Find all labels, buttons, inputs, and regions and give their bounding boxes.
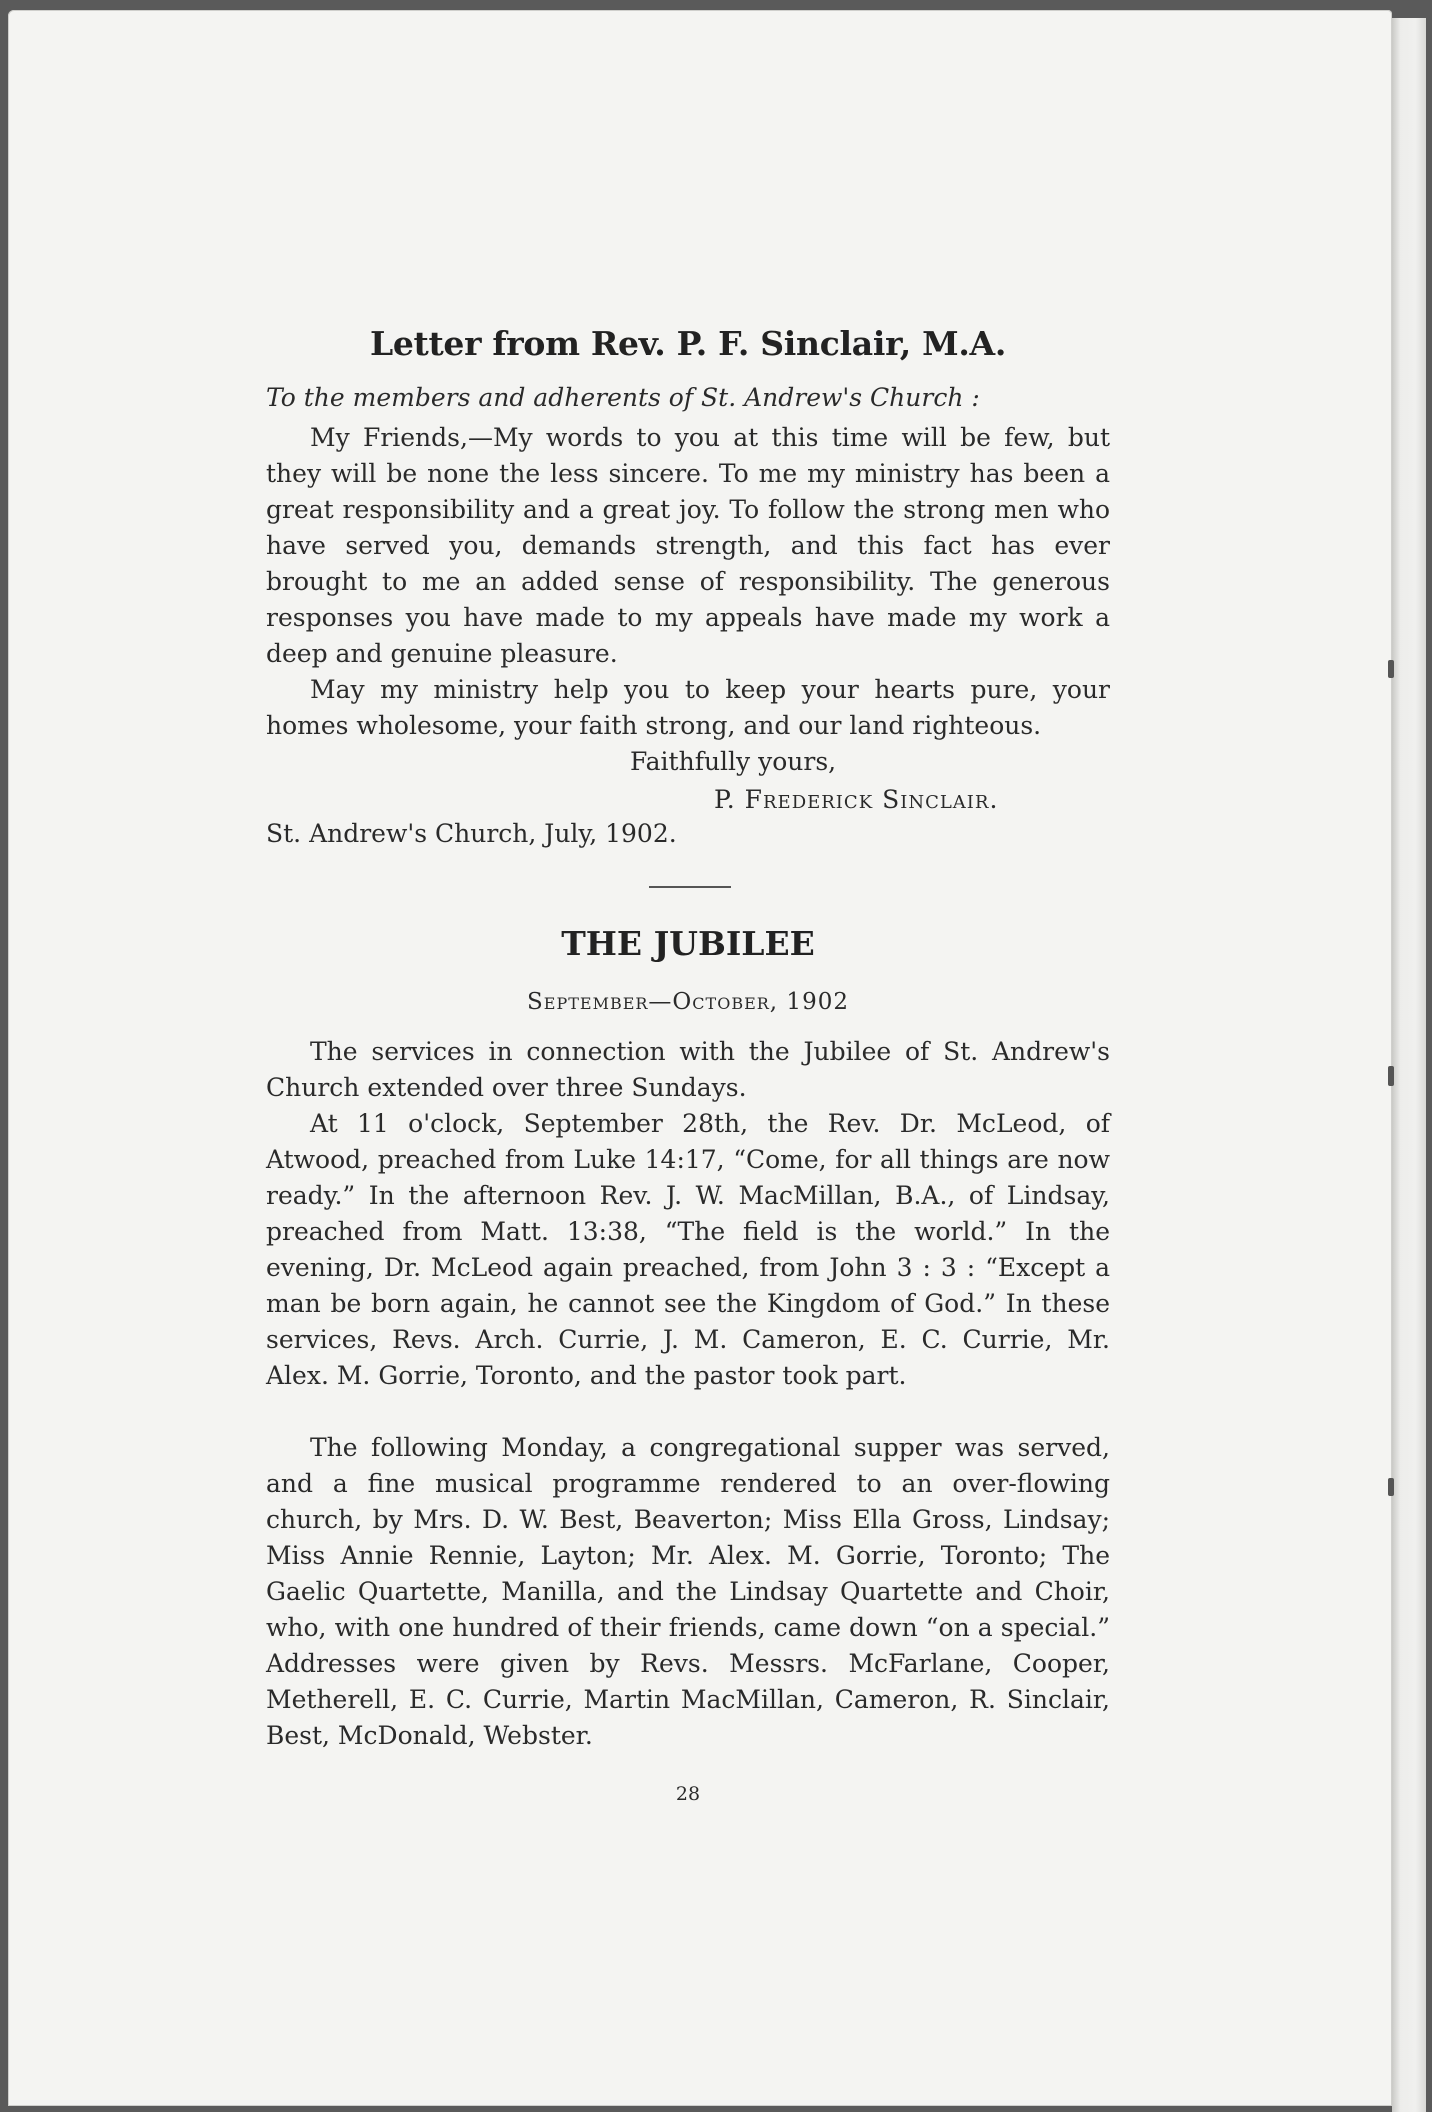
letter-place-date: St. Andrew's Church, July, 1902. [266, 819, 677, 848]
jubilee-paragraph: The services in connection with the Jubilee of St. Andrew's Church extended over three Sundays. [266, 1037, 1110, 1102]
letter-salutation: To the members and adherents of St. Andrew's Church : [266, 383, 980, 412]
letter-closing: Faithfully yours, [630, 747, 837, 776]
jubilee-dates: September—October, 1902 [527, 989, 849, 1015]
page-edge [1392, 18, 1426, 2112]
binding-mark [1388, 660, 1394, 678]
jubilee-paragraph: The following Monday, a congregational supper was served, and a fine musical programme rendered to an over-flowing church, by Mrs. D. W. Best, Beaverton; Miss Ella Gross, Lindsay; Miss Annie Rennie, Layton; Mr. Alex. M. Gorrie, Toronto; The Gaelic Quartette, Manilla, and the Lindsay Quartette and Choir, who, with one hundred of their friends, came down “on a special.” Addresses were given by Revs. Messrs. McFarlane, Cooper, Metherell, E. C. Currie, Martin MacMillan, Cameron, R. Sinclair, Best, McDonald, Webster. [266, 1433, 1110, 1750]
page-number: 28 [675, 1783, 701, 1805]
book-page [8, 10, 1392, 2106]
binding-mark [1388, 1066, 1394, 1086]
jubilee-title: THE JUBILEE [561, 924, 815, 963]
letter-paragraph: May my ministry help you to keep your hearts pure, your homes wholesome, your faith strong, and our land righteous. [266, 675, 1110, 740]
section-divider [649, 886, 731, 888]
letter-title: Letter from Rev. P. F. Sinclair, M.A. [369, 324, 1007, 363]
jubilee-paragraph: At 11 o'clock, September 28th, the Rev. Dr. McLeod, of Atwood, preached from Luke 14:17, “Come, for all things are now ready.” In the afternoon Rev. J. W. MacMillan, B.A., of Lindsay, preached from Matt. 13:38, “The field is the world.” In the evening, Dr. McLeod again preached, from John 3 : 3 : “Except a man be born again, he cannot see the Kingdom of God.” In these services, Revs. Arch. Currie, J. M. Cameron, E. C. Currie, Mr. Alex. M. Gorrie, Toronto, and the pastor took part. [266, 1109, 1110, 1390]
letter-signature: P. Frederick Sinclair. [714, 785, 999, 814]
binding-mark [1388, 1478, 1394, 1496]
letter-paragraph: My Friends,—My words to you at this time will be few, but they will be none the less sincere. To me my ministry has been a great responsibility and a great joy. To follow the strong men who have served you, demands strength, and this fact has ever brought to me an added sense of responsibility. The generous responses you have made to my appeals have made my work a deep and genuine pleasure. [266, 423, 1110, 668]
